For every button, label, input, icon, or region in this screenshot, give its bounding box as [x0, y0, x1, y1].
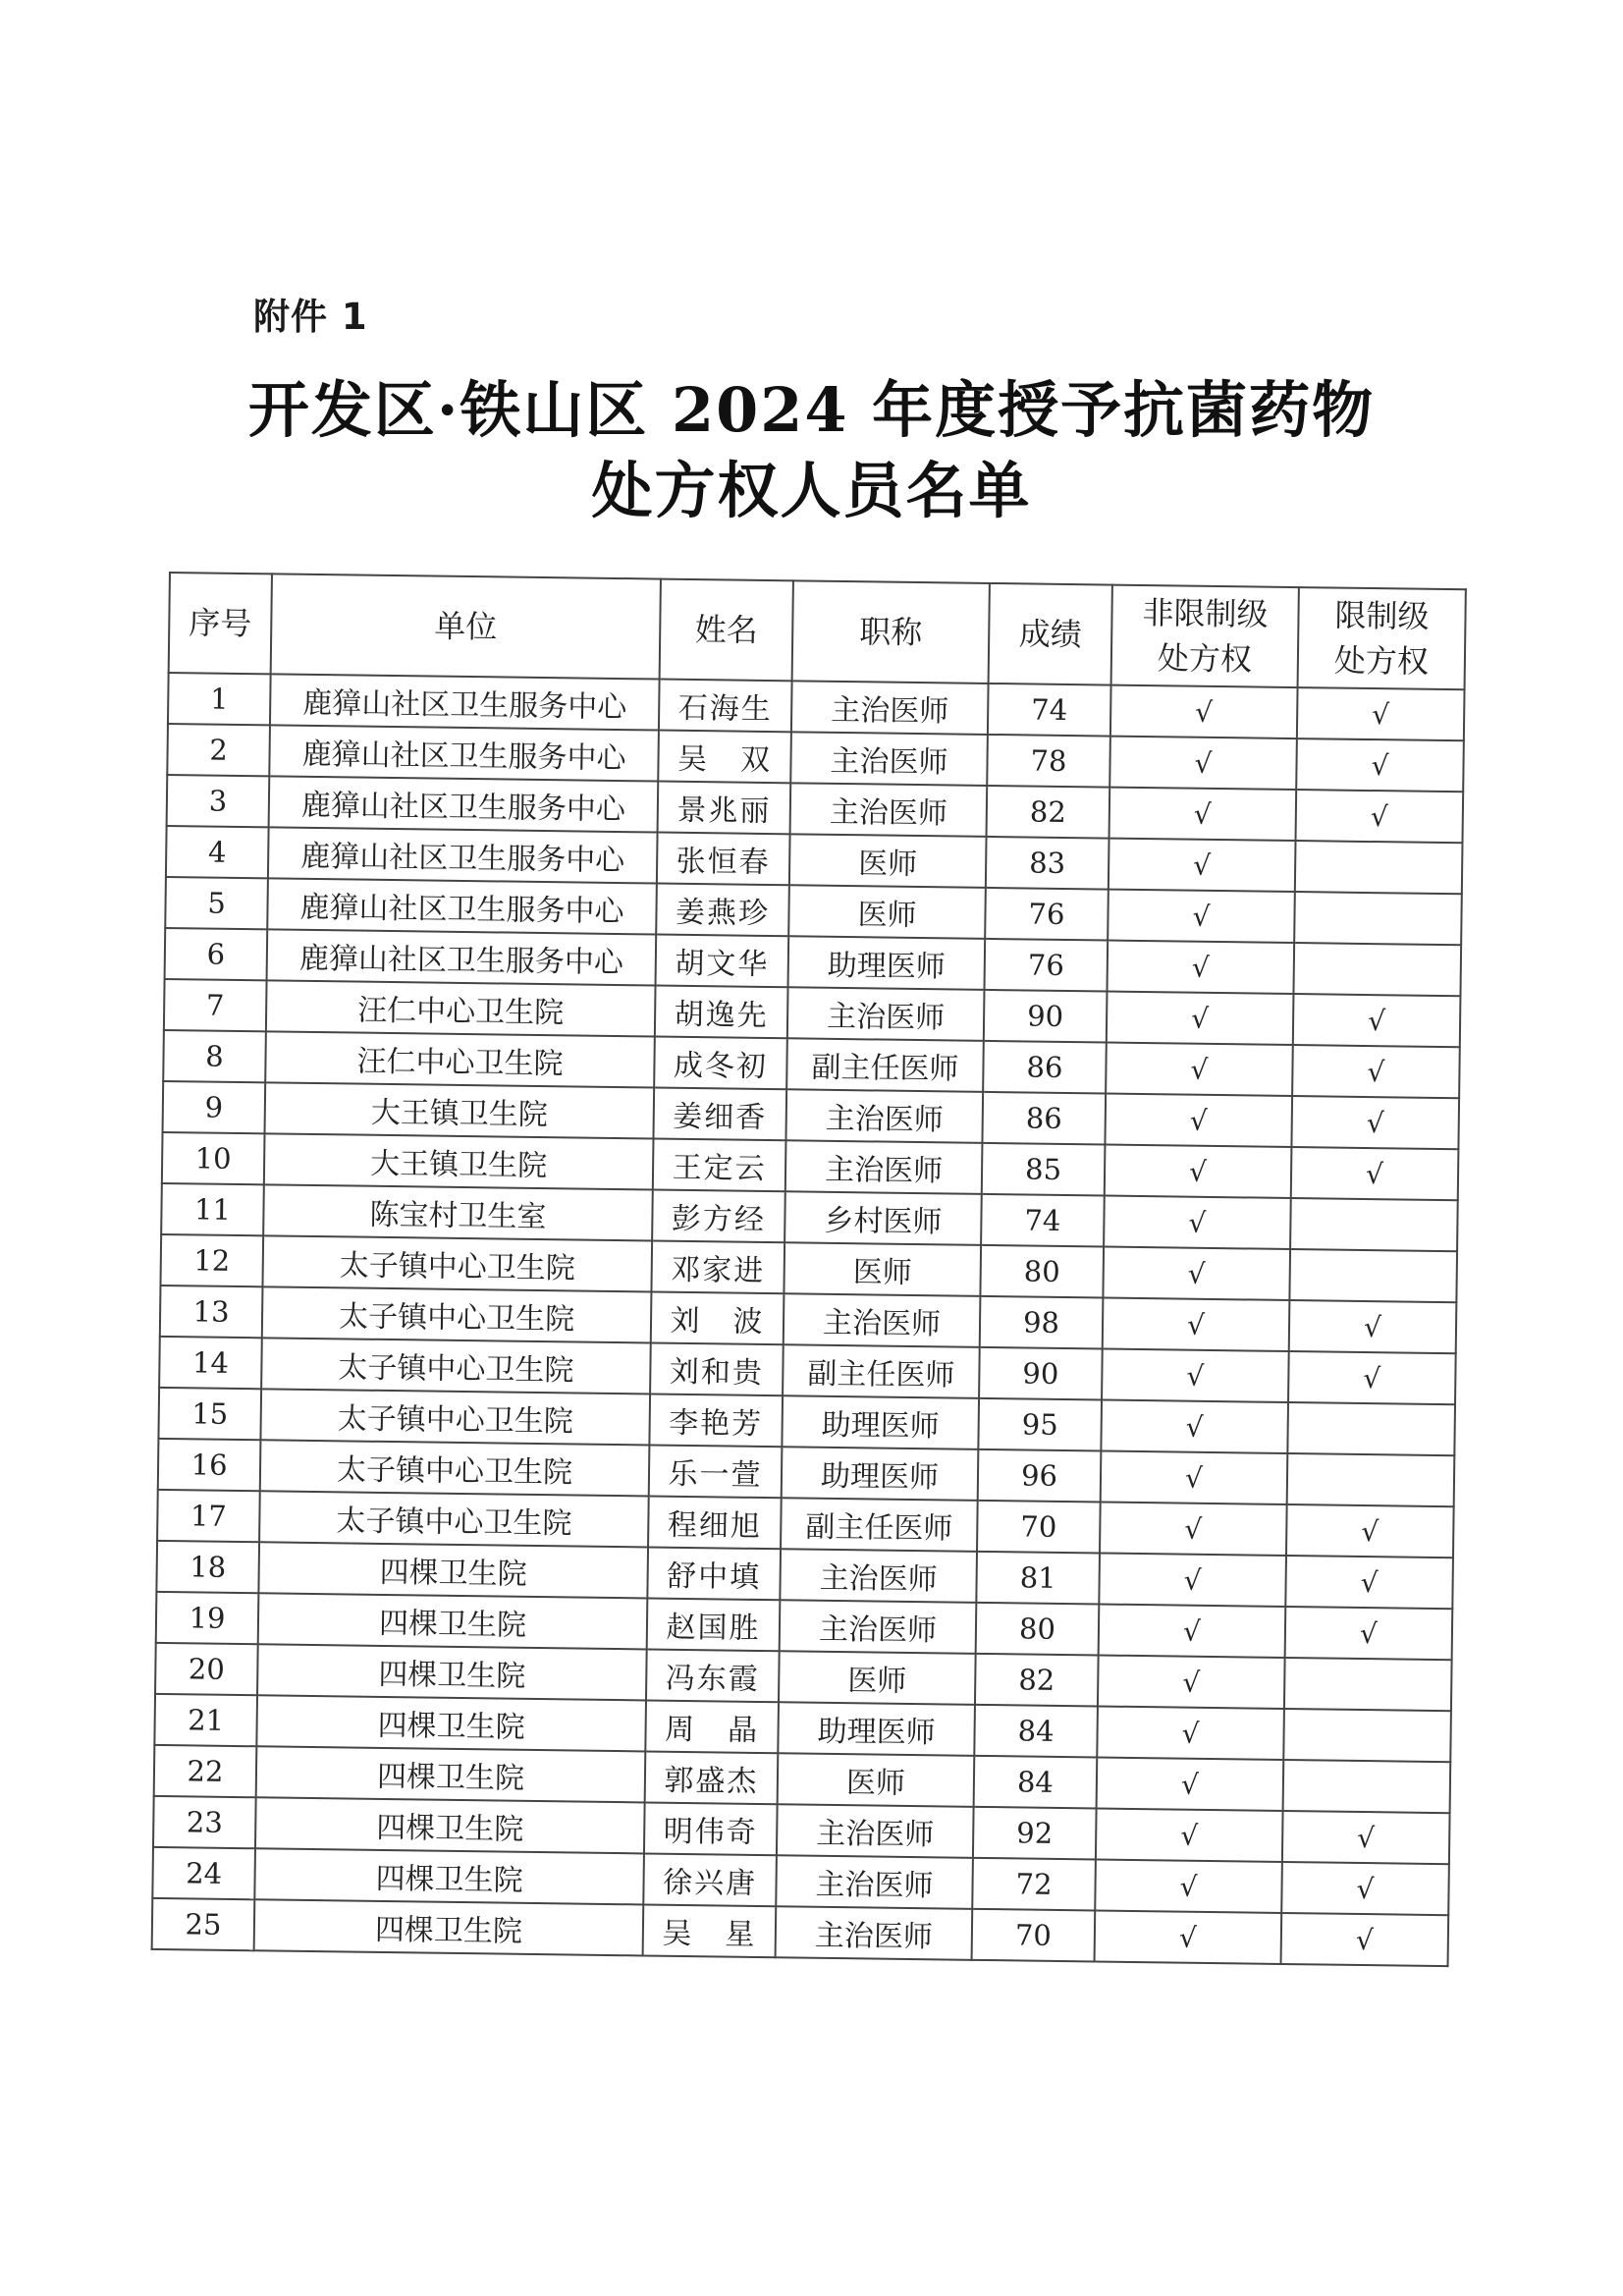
cell-restricted	[1283, 1709, 1451, 1762]
cell-restricted: √	[1281, 1862, 1449, 1915]
cell-name: 石海生	[659, 680, 792, 733]
cell-restricted: √	[1289, 1300, 1457, 1353]
cell-title: 助理医师	[788, 936, 986, 990]
cell-name: 冯东霞	[646, 1649, 780, 1702]
cell-title: 助理医师	[778, 1702, 975, 1756]
page-title-line-2: 处方权人员名单	[591, 455, 1032, 526]
cell-restricted: √	[1285, 1556, 1453, 1609]
cell-nonrestricted: √	[1106, 1043, 1293, 1096]
cell-unit: 四棵卫生院	[257, 1644, 647, 1700]
cell-restricted	[1289, 1249, 1457, 1302]
cell-restricted	[1287, 1453, 1455, 1506]
cell-unit: 四棵卫生院	[258, 1542, 648, 1598]
header-unit: 单位	[271, 574, 661, 679]
cell-score: 70	[977, 1501, 1101, 1554]
cell-name: 吴 双	[658, 731, 791, 784]
cell-nonrestricted: √	[1097, 1757, 1284, 1810]
cell-name: 成冬初	[654, 1037, 787, 1090]
cell-score: 92	[973, 1807, 1097, 1860]
cell-name: 刘和贵	[650, 1342, 784, 1395]
cell-index: 13	[160, 1285, 263, 1338]
cell-unit: 四棵卫生院	[256, 1695, 646, 1751]
header-title: 职称	[792, 580, 990, 683]
cell-nonrestricted: √	[1105, 1094, 1292, 1147]
cell-title: 医师	[778, 1753, 975, 1807]
cell-title: 主治医师	[780, 1549, 977, 1603]
cell-name: 赵国胜	[647, 1598, 781, 1651]
cell-title: 医师	[788, 885, 986, 939]
header-score: 成绩	[989, 583, 1112, 685]
cell-score: 95	[978, 1398, 1102, 1451]
cell-nonrestricted: √	[1099, 1553, 1286, 1606]
cell-index: 15	[158, 1388, 261, 1440]
cell-nonrestricted: √	[1109, 737, 1297, 790]
cell-index: 23	[153, 1796, 256, 1848]
cell-index: 8	[163, 1030, 266, 1082]
cell-unit: 鹿獐山社区卫生服务中心	[270, 674, 660, 730]
cell-restricted	[1283, 1760, 1451, 1813]
cell-restricted: √	[1293, 994, 1461, 1047]
cell-index: 14	[159, 1337, 262, 1389]
cell-title: 主治医师	[790, 732, 988, 786]
attachment-label: 附件 1	[253, 296, 368, 338]
cell-index: 22	[154, 1745, 257, 1797]
cell-title: 主治医师	[787, 987, 985, 1041]
cell-score: 76	[984, 939, 1108, 992]
cell-score: 96	[978, 1449, 1102, 1503]
cell-restricted	[1295, 841, 1463, 894]
cell-nonrestricted: √	[1095, 1859, 1282, 1912]
cell-name: 舒中填	[647, 1547, 781, 1600]
cell-unit: 四棵卫生院	[258, 1593, 648, 1649]
cell-index: 3	[167, 775, 270, 827]
cell-unit: 鹿獐山社区卫生服务中心	[269, 725, 659, 781]
cell-score: 83	[986, 837, 1109, 890]
cell-index: 24	[152, 1847, 255, 1899]
cell-name: 吴 星	[643, 1904, 777, 1957]
cell-title: 主治医师	[791, 681, 989, 735]
cell-unit: 四棵卫生院	[254, 1848, 644, 1904]
cell-score: 78	[987, 735, 1110, 788]
header-nonrestricted-line-2: 处方权	[1157, 639, 1253, 679]
cell-restricted	[1290, 1198, 1458, 1251]
cell-index: 6	[165, 928, 268, 980]
cell-name: 张恒春	[657, 833, 790, 886]
table-header-row	[169, 573, 1466, 689]
cell-index: 10	[162, 1132, 265, 1184]
cell-restricted: √	[1297, 687, 1465, 740]
cell-score: 84	[974, 1756, 1098, 1809]
cell-unit: 鹿獐山社区卫生服务中心	[267, 878, 657, 934]
cell-nonrestricted: √	[1107, 992, 1294, 1045]
cell-unit: 太子镇中心卫生院	[262, 1286, 652, 1342]
cell-name: 姜细香	[653, 1088, 786, 1141]
cell-title: 副主任医师	[783, 1344, 980, 1398]
header-index: 序号	[169, 573, 272, 674]
cell-name: 姜燕珍	[656, 884, 789, 937]
cell-name: 彭方经	[652, 1190, 785, 1243]
cell-restricted: √	[1288, 1351, 1456, 1404]
header-name: 姓名	[660, 579, 793, 682]
header-nonrestricted	[1111, 585, 1299, 687]
cell-name: 李艳芳	[649, 1394, 783, 1447]
cell-unit: 太子镇中心卫生院	[260, 1389, 650, 1445]
header-restricted-line-2: 处方权	[1333, 641, 1430, 681]
cell-title: 主治医师	[776, 1855, 973, 1909]
cell-nonrestricted: √	[1100, 1502, 1287, 1555]
cell-index: 18	[156, 1541, 259, 1593]
cell-name: 王定云	[653, 1139, 786, 1192]
cell-nonrestricted: √	[1097, 1706, 1284, 1759]
cell-nonrestricted: √	[1103, 1298, 1290, 1351]
cell-title: 助理医师	[782, 1395, 979, 1449]
cell-restricted: √	[1296, 790, 1464, 843]
cell-title: 主治医师	[776, 1906, 973, 1960]
cell-name: 景兆丽	[658, 782, 791, 835]
cell-score: 82	[975, 1654, 1099, 1707]
cell-unit: 太子镇中心卫生院	[259, 1491, 649, 1547]
cell-unit: 鹿獐山社区卫生服务中心	[268, 827, 658, 883]
header-restricted	[1298, 587, 1466, 689]
cell-score: 90	[984, 990, 1108, 1043]
header-restricted-line-1: 限制级	[1334, 596, 1430, 635]
cell-unit: 大王镇卫生院	[264, 1133, 654, 1189]
cell-name: 邓家进	[651, 1241, 784, 1294]
cell-name: 程细旭	[648, 1496, 782, 1549]
cell-index: 20	[155, 1643, 258, 1695]
cell-unit: 四棵卫生院	[255, 1797, 645, 1853]
cell-unit: 鹿獐山社区卫生服务中心	[267, 929, 657, 985]
cell-name: 胡逸先	[655, 986, 788, 1039]
cell-nonrestricted: √	[1098, 1655, 1285, 1708]
cell-title: 主治医师	[785, 1089, 983, 1143]
roster-table	[151, 572, 1467, 1967]
cell-title: 主治医师	[790, 783, 988, 837]
cell-nonrestricted: √	[1101, 1451, 1288, 1504]
cell-score: 76	[985, 888, 1109, 941]
cell-name: 乐一萱	[649, 1445, 783, 1498]
cell-index: 4	[166, 826, 269, 878]
cell-score: 84	[974, 1705, 1098, 1758]
cell-title: 医师	[779, 1651, 976, 1705]
cell-nonrestricted: √	[1099, 1604, 1286, 1657]
cell-restricted: √	[1281, 1913, 1449, 1966]
cell-score: 85	[982, 1143, 1106, 1196]
cell-index: 1	[168, 673, 271, 725]
cell-unit: 陈宝村卫生室	[263, 1184, 653, 1240]
cell-restricted: √	[1286, 1504, 1454, 1558]
cell-unit: 太子镇中心卫生院	[262, 1235, 652, 1291]
cell-index: 5	[165, 877, 268, 929]
cell-title: 助理医师	[782, 1447, 979, 1501]
cell-name: 明伟奇	[644, 1802, 778, 1855]
cell-index: 25	[152, 1898, 255, 1950]
cell-score: 74	[988, 683, 1111, 737]
page-title-line-1: 开发区·铁山区 2024 年度授予抗菌药物	[247, 374, 1376, 446]
cell-score: 98	[980, 1296, 1104, 1349]
cell-score: 80	[980, 1245, 1104, 1298]
cell-score: 81	[976, 1552, 1100, 1605]
cell-restricted	[1293, 943, 1461, 996]
cell-nonrestricted: √	[1102, 1349, 1289, 1402]
cell-nonrestricted: √	[1110, 685, 1298, 738]
cell-title: 医师	[789, 834, 987, 888]
cell-restricted: √	[1291, 1096, 1459, 1149]
cell-index: 17	[157, 1490, 260, 1542]
cell-restricted	[1284, 1658, 1452, 1711]
cell-index: 2	[167, 724, 270, 776]
cell-nonrestricted: √	[1109, 839, 1296, 892]
cell-unit: 汪仁中心卫生院	[266, 980, 656, 1036]
cell-name: 郭盛杰	[645, 1751, 779, 1804]
cell-title: 医师	[784, 1242, 981, 1296]
cell-unit: 太子镇中心卫生院	[261, 1338, 651, 1394]
cell-unit: 四棵卫生院	[254, 1899, 644, 1955]
cell-restricted: √	[1282, 1811, 1450, 1864]
cell-index: 12	[160, 1234, 263, 1286]
cell-title: 乡村医师	[784, 1191, 982, 1245]
cell-restricted	[1294, 892, 1462, 945]
cell-index: 11	[161, 1183, 264, 1235]
cell-nonrestricted: √	[1103, 1247, 1290, 1300]
cell-title: 主治医师	[777, 1804, 974, 1858]
cell-restricted: √	[1291, 1147, 1459, 1200]
cell-restricted: √	[1296, 738, 1464, 792]
cell-name: 胡文华	[656, 935, 789, 988]
cell-unit: 汪仁中心卫生院	[265, 1031, 655, 1087]
cell-title: 主治医师	[785, 1140, 983, 1194]
cell-score: 74	[981, 1194, 1105, 1247]
cell-title: 副主任医师	[781, 1498, 978, 1552]
cell-index: 21	[154, 1694, 257, 1746]
cell-unit: 大王镇卫生院	[265, 1082, 655, 1138]
cell-index: 9	[163, 1081, 266, 1133]
cell-nonrestricted: √	[1096, 1808, 1283, 1861]
cell-restricted: √	[1292, 1045, 1460, 1098]
cell-restricted: √	[1285, 1607, 1453, 1660]
cell-nonrestricted: √	[1108, 890, 1295, 943]
cell-index: 7	[164, 979, 267, 1031]
cell-score: 82	[987, 786, 1110, 839]
cell-nonrestricted: √	[1107, 941, 1294, 994]
cell-score: 72	[972, 1858, 1096, 1911]
cell-score: 70	[972, 1909, 1096, 1962]
cell-nonrestricted: √	[1104, 1196, 1291, 1249]
cell-title: 副主任医师	[786, 1038, 984, 1092]
cell-unit: 四棵卫生院	[256, 1746, 646, 1802]
cell-score: 90	[979, 1347, 1103, 1400]
cell-score: 86	[983, 1041, 1107, 1094]
cell-index: 19	[156, 1592, 259, 1644]
cell-nonrestricted: √	[1101, 1400, 1288, 1453]
cell-nonrestricted: √	[1109, 788, 1297, 841]
cell-restricted	[1287, 1402, 1455, 1455]
cell-name: 周 晶	[645, 1700, 779, 1753]
roster-table-container	[151, 572, 1465, 1967]
cell-nonrestricted: √	[1105, 1145, 1292, 1198]
cell-title: 主治医师	[780, 1600, 977, 1654]
cell-title: 主治医师	[784, 1293, 981, 1347]
cell-nonrestricted: √	[1095, 1910, 1282, 1963]
cell-score: 80	[976, 1603, 1100, 1656]
header-nonrestricted-line-1: 非限制级	[1142, 593, 1269, 633]
cell-unit: 太子镇中心卫生院	[260, 1440, 650, 1496]
cell-unit: 鹿獐山社区卫生服务中心	[269, 776, 659, 832]
cell-index: 16	[158, 1439, 261, 1491]
table-body	[152, 673, 1465, 1966]
cell-name: 刘 波	[651, 1291, 784, 1344]
cell-score: 86	[982, 1092, 1106, 1145]
cell-name: 徐兴唐	[643, 1853, 777, 1906]
